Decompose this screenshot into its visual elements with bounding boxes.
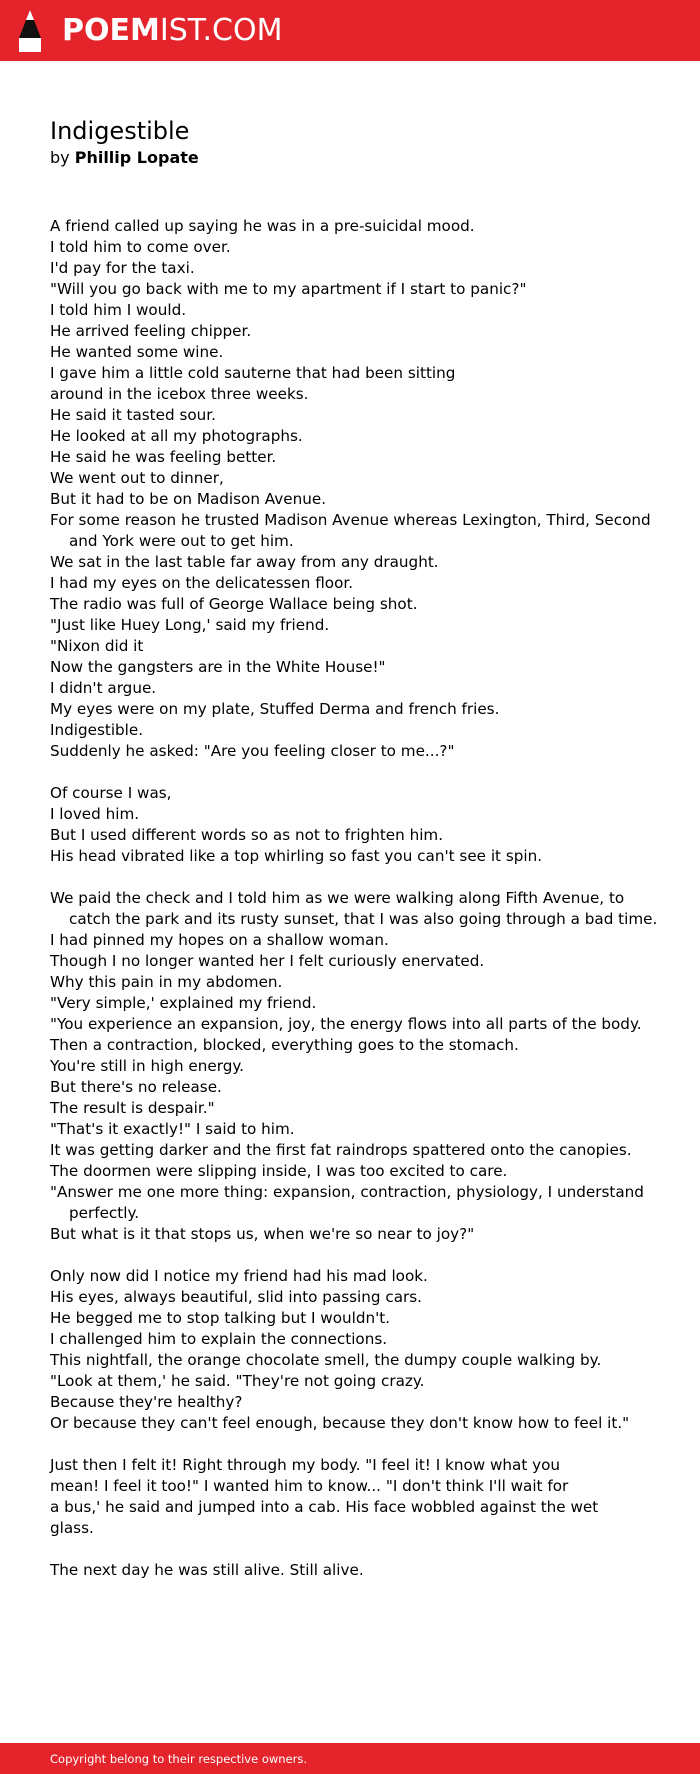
poem-line: But it had to be on Madison Avenue. <box>50 490 327 508</box>
poem-line: Because they're healthy? <box>50 1393 243 1411</box>
poem-line: A friend called up saying he was in a pre-suicidal mood. <box>50 217 475 235</box>
poem-line: But what is it that stops us, when we're so near to joy?" <box>50 1225 475 1243</box>
poem-body <box>50 216 670 1581</box>
poem-line: This nightfall, the orange chocolate smell, the dumpy couple walking by. <box>50 1351 602 1369</box>
by-label: by <box>50 148 70 167</box>
poem-line: Though I no longer wanted her I felt curiously enervated. <box>50 952 485 970</box>
poem-line: You're still in high energy. <box>50 1057 244 1075</box>
poem-line: "Just like Huey Long,' said my friend. <box>50 616 330 634</box>
poem-line: "Will you go back with me to my apartment if I start to panic?" <box>50 280 527 298</box>
poem-line: The doormen were slipping inside, I was too excited to care. <box>50 1162 508 1180</box>
poem-line: I had my eyes on the delicatessen floor. <box>50 574 354 592</box>
poem-stanza <box>50 888 670 1245</box>
poem-line: His head vibrated like a top whirling so fast you can't see it spin. <box>50 847 543 865</box>
poem-title: Indigestible <box>50 117 190 145</box>
site-footer <box>0 1743 700 1774</box>
copyright-text: Copyright belong to their respective owners. <box>50 1752 308 1766</box>
poem-line: The result is despair." <box>50 1099 215 1117</box>
poem-line: We paid the check and I told him as we were walking along Fifth Avenue, to catch the park and its rusty sunset, that I was also going through a bad time. <box>50 889 658 928</box>
poem-line: "You experience an expansion, joy, the energy flows into all parts of the body. <box>50 1015 642 1033</box>
poem-line: We went out to dinner, <box>50 469 224 487</box>
poem-line: mean! I feel it too!" I wanted him to know... "I don't think I'll wait for <box>50 1477 569 1495</box>
logo-light-text: IST.COM <box>159 13 283 48</box>
poem-line: "Nixon did it <box>50 637 144 655</box>
poem-stanza <box>50 1560 670 1581</box>
poem-line: "Look at them,' he said. "They're not going crazy. <box>50 1372 425 1390</box>
poem-line: a bus,' he said and jumped into a cab. His face wobbled against the wet <box>50 1498 599 1516</box>
poem-line: Just then I felt it! Right through my body. "I feel it! I know what you <box>50 1456 561 1474</box>
poem-stanza <box>50 216 670 762</box>
poem-line: "That's it exactly!" I said to him. <box>50 1120 295 1138</box>
poem-line: "Very simple,' explained my friend. <box>50 994 317 1012</box>
poem-line: Or because they can't feel enough, because they don't know how to feel it." <box>50 1414 630 1432</box>
poem-line: Suddenly he asked: "Are you feeling closer to me...?" <box>50 742 455 760</box>
byline <box>50 147 670 169</box>
poem-line: Then a contraction, blocked, everything goes to the stomach. <box>50 1036 519 1054</box>
author-name[interactable]: Phillip Lopate <box>74 148 199 167</box>
poem-line: I had pinned my hopes on a shallow woman. <box>50 931 389 949</box>
poem-line: He looked at all my photographs. <box>50 427 303 445</box>
poem-line: Indigestible. <box>50 721 144 739</box>
poem-line: But I used different words so as not to frighten him. <box>50 826 444 844</box>
poem-line: It was getting darker and the first fat raindrops spattered onto the canopies. <box>50 1141 632 1159</box>
logo-bold-text: POEM <box>62 13 160 48</box>
site-logo[interactable] <box>62 11 282 51</box>
poem-line: He begged me to stop talking but I wouldn't. <box>50 1309 391 1327</box>
poem-line: around in the icebox three weeks. <box>50 385 309 403</box>
poem-container <box>50 115 670 1602</box>
poem-stanza <box>50 1266 670 1434</box>
poem-line: I told him to come over. <box>50 238 231 256</box>
poem-line: Only now did I notice my friend had his mad look. <box>50 1267 428 1285</box>
poem-line: I challenged him to explain the connections. <box>50 1330 388 1348</box>
poem-line: He wanted some wine. <box>50 343 224 361</box>
poem-line: We sat in the last table far away from any draught. <box>50 553 439 571</box>
poem-line: The radio was full of George Wallace being shot. <box>50 595 418 613</box>
poem-line: For some reason he trusted Madison Avenue whereas Lexington, Third, Second and York were out to get him. <box>50 511 651 550</box>
poem-line: He said he was feeling better. <box>50 448 277 466</box>
poem-line: His eyes, always beautiful, slid into passing cars. <box>50 1288 423 1306</box>
poem-line: glass. <box>50 1519 94 1537</box>
poem-line: My eyes were on my plate, Stuffed Derma and french fries. <box>50 700 500 718</box>
poem-line: Why this pain in my abdomen. <box>50 973 283 991</box>
site-header <box>0 0 700 61</box>
poem-line: I didn't argue. <box>50 679 157 697</box>
poem-line: Of course I was, <box>50 784 172 802</box>
poem-line: "Answer me one more thing: expansion, contraction, physiology, I understand perfectly. <box>50 1183 644 1222</box>
poem-stanza <box>50 783 670 867</box>
poem-line: I'd pay for the taxi. <box>50 259 195 277</box>
poem-line: I gave him a little cold sauterne that had been sitting <box>50 364 456 382</box>
poem-line: Now the gangsters are in the White House!" <box>50 658 386 676</box>
poem-line: He arrived feeling chipper. <box>50 322 252 340</box>
poem-line: He said it tasted sour. <box>50 406 216 424</box>
poem-stanza <box>50 1455 670 1539</box>
poem-line: But there's no release. <box>50 1078 222 1096</box>
poem-line: I loved him. <box>50 805 140 823</box>
pencil-icon <box>18 10 42 52</box>
poem-line: I told him I would. <box>50 301 187 319</box>
poem-line: The next day he was still alive. Still alive. <box>50 1561 364 1579</box>
